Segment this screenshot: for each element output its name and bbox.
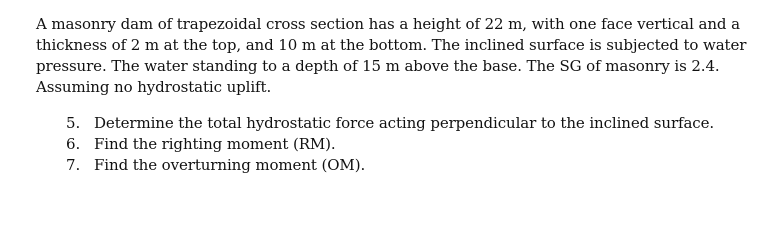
question-item [66,134,763,155]
question-text: Determine the total hydrostatic force acting perpendicular to the inclined surface. [94,114,715,132]
question-number: 7. [66,156,81,174]
question-number: 5. [66,114,81,132]
problem-statement: A masonry dam of trapezoidal cross section has a height of 22 m, with one face vertical and a thickness of 2 m at the top, and 10 m at the bottom. The inclined surface is subjected to water pressure. The water standing to a depth of 15 m above the base. The SG of masonry is 2.4. Assuming no hydrostatic uplift. [36,15,747,96]
question-item [66,155,763,176]
question-text: Find the overturning moment (OM). [94,156,366,174]
question-number: 6. [66,135,81,153]
question-item [66,113,763,134]
question-text: Find the righting moment (RM). [94,135,336,153]
question-list [36,113,763,176]
